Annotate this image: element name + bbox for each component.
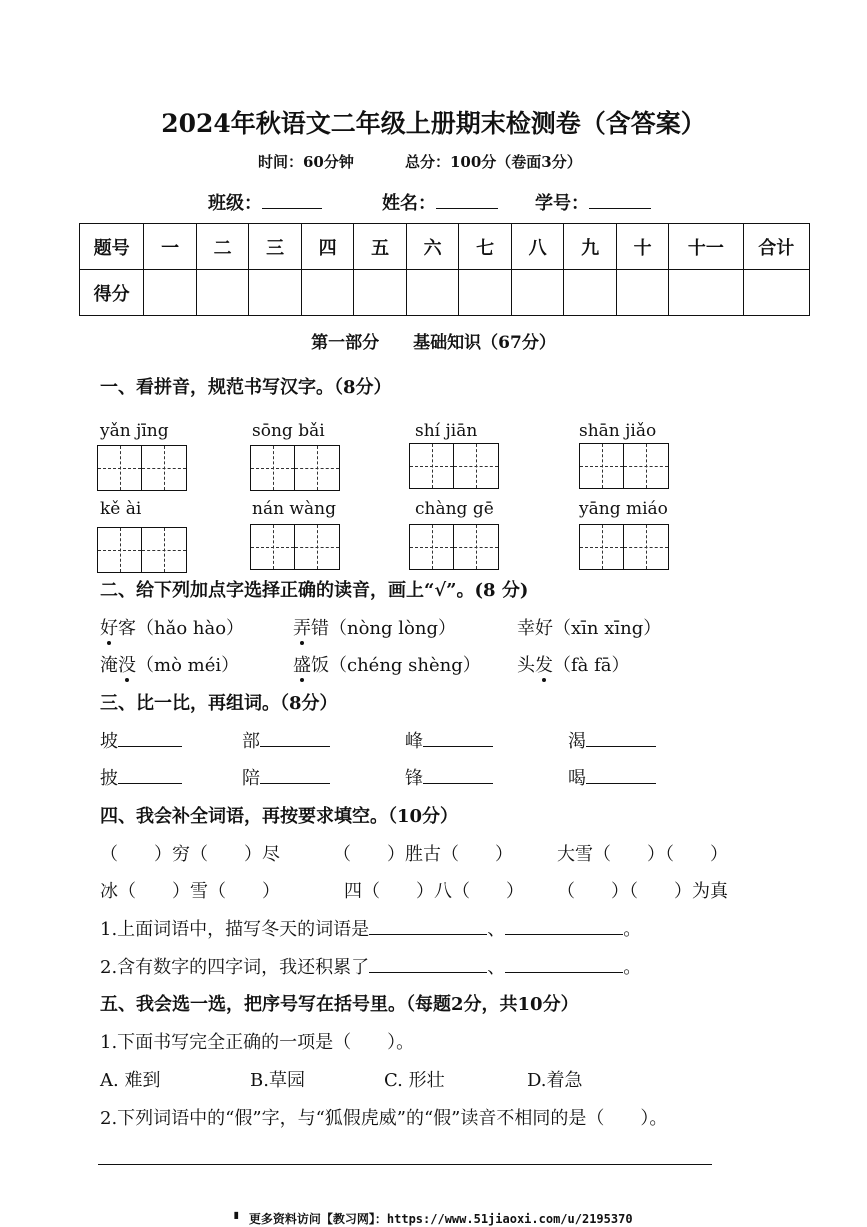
grid-cell[interactable] xyxy=(454,444,498,488)
compare-word xyxy=(100,764,182,790)
reading-choice xyxy=(293,651,481,677)
score-cell[interactable] xyxy=(406,270,459,316)
fill-line xyxy=(100,915,641,941)
choice-pre: 淹 xyxy=(100,655,118,676)
grid-cell[interactable] xyxy=(251,525,295,569)
answer-rule xyxy=(98,1164,712,1165)
score-header-cell: 五 xyxy=(354,224,407,270)
part-one-heading: 第一部分 基础知识（67分） xyxy=(311,333,556,353)
q5-heading: 五、我会选一选，把序号写在括号里。（每题2分，共10分） xyxy=(100,994,579,1015)
reading-choice xyxy=(100,614,244,640)
compare-char: 峰 xyxy=(405,731,423,752)
score-header-row xyxy=(80,224,810,270)
compare-word xyxy=(568,764,656,790)
choice-text: （fà fā） xyxy=(553,655,630,676)
answer-blank[interactable] xyxy=(423,769,493,784)
flag-icon: ▘ xyxy=(234,1212,242,1226)
fill-line xyxy=(100,953,641,979)
pinyin-label: shān jiǎo xyxy=(579,421,657,441)
q1-heading: 一、看拼音，规范书写汉字。（8分） xyxy=(100,377,392,398)
writing-grid[interactable] xyxy=(579,524,669,570)
grid-cell[interactable] xyxy=(98,446,142,490)
score-header-cell: 六 xyxy=(406,224,459,270)
compare-char: 披 xyxy=(100,768,118,789)
answer-blank[interactable] xyxy=(369,958,487,973)
class-blank[interactable] xyxy=(262,190,322,209)
choice-text: 饭（chéng shèng） xyxy=(311,655,481,676)
grid-cell[interactable] xyxy=(295,525,339,569)
pinyin-label: shí jiān xyxy=(415,421,478,441)
compare-char: 喝 xyxy=(568,768,586,789)
idiom-item: （ ）（ ）为真 xyxy=(557,881,728,902)
name-label: 姓名： xyxy=(382,193,436,214)
period: 。 xyxy=(623,919,642,940)
grid-cell[interactable] xyxy=(624,444,668,488)
score-header-cell: 四 xyxy=(301,224,354,270)
writing-grid[interactable] xyxy=(409,443,499,489)
grid-cell[interactable] xyxy=(251,446,295,490)
idiom-item: （ ）穷（ ）尽 xyxy=(100,844,280,865)
separator: 、 xyxy=(487,957,506,978)
score-row-label: 得分 xyxy=(80,270,144,316)
page-title: 2024年秋语文二年级上册期末检测卷（含答案） xyxy=(161,109,706,138)
score-cell[interactable] xyxy=(616,270,669,316)
grid-cell[interactable] xyxy=(98,528,142,572)
score-header-cell: 十一 xyxy=(669,224,743,270)
reading-choice xyxy=(293,614,456,640)
reading-choice xyxy=(100,651,239,677)
compare-word xyxy=(100,727,182,753)
grid-cell[interactable] xyxy=(295,446,339,490)
answer-blank[interactable] xyxy=(423,732,493,747)
id-blank[interactable] xyxy=(589,190,651,209)
score-cell[interactable] xyxy=(459,270,512,316)
compare-char: 陪 xyxy=(242,768,260,789)
writing-grid[interactable] xyxy=(579,443,669,489)
writing-grid[interactable] xyxy=(97,445,187,491)
q2-heading: 二、给下列加点字选择正确的读音，画上“√”。(8 分) xyxy=(100,580,529,601)
score-cell[interactable] xyxy=(196,270,249,316)
answer-blank[interactable] xyxy=(586,769,656,784)
idiom-item: （ ）胜古（ ） xyxy=(333,844,513,865)
name-blank[interactable] xyxy=(436,190,498,209)
score-header-cell: 八 xyxy=(511,224,564,270)
period: 。 xyxy=(623,957,642,978)
footer-link[interactable]: 更多资料访问【教习网】：https://www.51jiaoxi.com/u/2195370 xyxy=(248,1212,633,1226)
grid-cell[interactable] xyxy=(410,444,454,488)
idiom-item: 四（ ）八（ ） xyxy=(344,881,524,902)
writing-grid[interactable] xyxy=(250,524,340,570)
exam-total: 总分：100分（卷面3分） xyxy=(405,153,582,171)
compare-word xyxy=(405,727,493,753)
exam-time: 时间：60分钟 xyxy=(258,153,354,171)
score-cell[interactable] xyxy=(564,270,617,316)
q3-heading: 三、比一比，再组词。（8分） xyxy=(100,693,338,714)
score-cell[interactable] xyxy=(743,270,809,316)
class-label: 班级： xyxy=(208,193,262,214)
compare-word xyxy=(242,764,330,790)
answer-blank[interactable] xyxy=(586,732,656,747)
answer-blank[interactable] xyxy=(118,769,182,784)
score-header-cell: 七 xyxy=(459,224,512,270)
answer-blank[interactable] xyxy=(369,920,487,935)
pinyin-label: sōng bǎi xyxy=(252,421,325,441)
idiom-item: 大雪（ ）（ ） xyxy=(557,844,728,865)
score-header-cell: 二 xyxy=(196,224,249,270)
fill-prompt: 2.含有数字的四字词，我还积累了 xyxy=(100,957,370,978)
fill-prompt: 1.上面词语中，描写冬天的词语是 xyxy=(100,919,370,940)
answer-blank[interactable] xyxy=(505,920,623,935)
score-cell[interactable] xyxy=(354,270,407,316)
score-cell[interactable] xyxy=(144,270,197,316)
grid-cell[interactable] xyxy=(410,525,454,569)
score-header-cell: 一 xyxy=(144,224,197,270)
q4-heading: 四、我会补全词语，再按要求填空。（10分） xyxy=(100,806,459,827)
reading-choice xyxy=(517,614,661,640)
pinyin-label: chàng gē xyxy=(415,499,494,519)
mc-option[interactable]: C. 形壮 xyxy=(384,1070,445,1091)
compare-char: 渴 xyxy=(568,731,586,752)
compare-char: 部 xyxy=(242,731,260,752)
score-value-row xyxy=(80,270,810,316)
dotted-char: 好 xyxy=(100,618,118,639)
writing-grid[interactable] xyxy=(250,445,340,491)
score-header-cell: 三 xyxy=(249,224,302,270)
grid-cell[interactable] xyxy=(580,444,624,488)
choice-text: 幸好（xīn xīng） xyxy=(517,618,662,639)
mc-question: 1.下面书写完全正确的一项是（ ）。 xyxy=(100,1032,415,1053)
writing-grid[interactable] xyxy=(409,524,499,570)
mc-option[interactable]: B.草园 xyxy=(250,1070,305,1091)
compare-char: 锋 xyxy=(405,768,423,789)
grid-cell[interactable] xyxy=(624,525,668,569)
id-field xyxy=(535,189,651,215)
pinyin-label: kě ài xyxy=(100,499,142,519)
idiom-item: 冰（ ）雪（ ） xyxy=(100,881,280,902)
grid-cell[interactable] xyxy=(142,528,186,572)
score-header-cell: 题号 xyxy=(80,224,144,270)
dotted-char: 盛 xyxy=(293,655,311,676)
pinyin-label: yāng miáo xyxy=(579,499,668,519)
answer-blank[interactable] xyxy=(260,769,330,784)
dotted-char: 弄 xyxy=(293,618,311,639)
separator: 、 xyxy=(487,919,506,940)
choice-text: （mò méi） xyxy=(136,655,240,676)
compare-char: 坡 xyxy=(100,731,118,752)
dotted-char: 发 xyxy=(535,655,553,676)
mc-question: 2.下列词语中的“假”字，与“狐假虎威”的“假”读音不相同的是（ ）。 xyxy=(100,1108,668,1129)
pinyin-label: nán wàng xyxy=(252,499,336,519)
choice-pre: 头 xyxy=(517,655,535,676)
mc-option[interactable]: D.着急 xyxy=(527,1070,583,1091)
grid-cell[interactable] xyxy=(454,525,498,569)
footer xyxy=(0,1210,867,1227)
score-table xyxy=(79,223,810,316)
score-cell[interactable] xyxy=(669,270,743,316)
score-cell[interactable] xyxy=(301,270,354,316)
class-field xyxy=(208,189,322,215)
score-cell[interactable] xyxy=(511,270,564,316)
pinyin-label: yǎn jīng xyxy=(100,421,169,441)
name-field xyxy=(382,189,498,215)
dotted-char: 没 xyxy=(118,655,136,676)
id-label: 学号： xyxy=(535,193,589,214)
answer-blank[interactable] xyxy=(260,732,330,747)
choice-text: 客（hǎo hào） xyxy=(118,618,245,639)
compare-word xyxy=(568,727,656,753)
score-header-cell: 十 xyxy=(616,224,669,270)
answer-blank[interactable] xyxy=(118,732,182,747)
mc-option[interactable]: A. 难到 xyxy=(100,1070,161,1091)
answer-blank[interactable] xyxy=(505,958,623,973)
compare-word xyxy=(242,727,330,753)
score-cell[interactable] xyxy=(249,270,302,316)
grid-cell[interactable] xyxy=(580,525,624,569)
reading-choice xyxy=(517,651,630,677)
compare-word xyxy=(405,764,493,790)
score-header-cell: 九 xyxy=(564,224,617,270)
choice-text: 错（nòng lòng） xyxy=(311,618,456,639)
score-header-cell: 合计 xyxy=(743,224,809,270)
grid-cell[interactable] xyxy=(142,446,186,490)
writing-grid[interactable] xyxy=(97,527,187,573)
